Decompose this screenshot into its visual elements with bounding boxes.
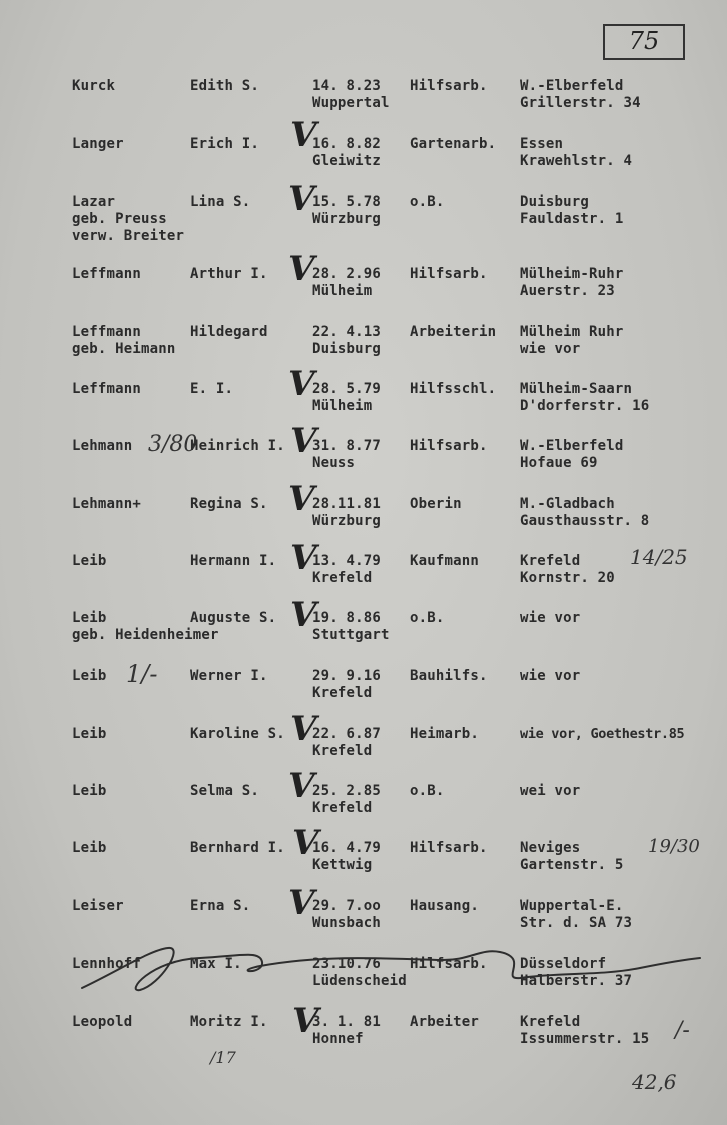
- birth-date: 14. 8.23: [312, 78, 382, 94]
- address-city: Düsseldorf: [520, 956, 607, 972]
- birth-place: Gleiwitz: [312, 153, 382, 169]
- address-city: Mülheim-Saarn: [520, 381, 633, 397]
- address-city: wie vor, Goethestr.85: [520, 726, 685, 742]
- surname: Leffmann: [72, 324, 142, 340]
- birth-date: 16. 4.79: [312, 840, 382, 856]
- first-name: Edith S.: [190, 78, 260, 94]
- surname-note: geb. Heimann: [72, 341, 176, 357]
- list-item: [0, 660, 727, 724]
- surname-note: geb. Heidenheimer: [72, 627, 219, 643]
- list-item: [0, 324, 727, 380]
- handwritten-note: 14/25: [630, 545, 688, 569]
- check-mark-icon: V: [288, 364, 315, 404]
- address-street: Halberstr. 37: [520, 973, 633, 989]
- birth-place: Krefeld: [312, 800, 373, 816]
- first-name: Auguste S.: [190, 610, 277, 626]
- handwritten-note: 42,6: [632, 1070, 677, 1094]
- check-mark-icon: V: [290, 595, 317, 635]
- address-city: wie vor: [520, 610, 581, 626]
- first-name: E. I.: [190, 381, 234, 397]
- surname: Lazar: [72, 194, 116, 210]
- handwritten-note: /17: [210, 1048, 236, 1067]
- check-mark-icon: V: [292, 823, 319, 863]
- surname-note-2: verw. Breiter: [72, 228, 185, 244]
- birth-place: Neuss: [312, 455, 356, 471]
- birth-place: Mülheim: [312, 283, 373, 299]
- first-name: Max I.: [190, 956, 242, 972]
- first-name: Arthur I.: [190, 266, 268, 282]
- first-name: Hildegard: [190, 324, 268, 340]
- list-item: [0, 595, 727, 666]
- birth-date: 13. 4.79: [312, 553, 382, 569]
- surname: Leib: [72, 553, 107, 569]
- occupation: Hilfsarb.: [410, 266, 488, 282]
- occupation: Oberin: [410, 496, 462, 512]
- birth-place: Honnef: [312, 1031, 364, 1047]
- list-item: [0, 538, 727, 609]
- address-street: Fauldastr. 1: [520, 211, 624, 227]
- occupation: Hilfsarb.: [410, 78, 488, 94]
- birth-date: 28. 2.96: [312, 266, 382, 282]
- handwritten-note: /-: [675, 1018, 690, 1043]
- birth-place: Würzburg: [312, 211, 382, 227]
- address-city: Wuppertal-E.: [520, 898, 624, 914]
- check-mark-icon: V: [288, 479, 315, 519]
- address-city: wei vor: [520, 783, 581, 799]
- surname: Lehmann: [72, 438, 133, 454]
- address-street: Kornstr. 20: [520, 570, 615, 586]
- birth-place: Kettwig: [312, 857, 373, 873]
- occupation: Kaufmann: [410, 553, 480, 569]
- address-city: M.-Gladbach: [520, 496, 615, 512]
- list-item: [0, 1001, 727, 1070]
- occupation: Hilfsarb.: [410, 438, 488, 454]
- address-street: Grillerstr. 34: [520, 95, 641, 111]
- handwritten-note: 1/-: [126, 660, 158, 688]
- first-name: Selma S.: [190, 783, 260, 799]
- surname: Langer: [72, 136, 124, 152]
- birth-date: 3. 1. 81: [312, 1014, 382, 1030]
- occupation: Hausang.: [410, 898, 480, 914]
- surname-note: geb. Preuss: [72, 211, 167, 227]
- surname: Leib: [72, 726, 107, 742]
- occupation: Hilfsarb.: [410, 956, 488, 972]
- occupation: Heimarb.: [410, 726, 480, 742]
- address-street: Auerstr. 23: [520, 283, 615, 299]
- first-name: Hermann I.: [190, 553, 277, 569]
- address-street: Krawehlstr. 4: [520, 153, 633, 169]
- birth-place: Stuttgart: [312, 627, 390, 643]
- first-name: Moritz I.: [190, 1014, 268, 1030]
- address-street: D'dorferstr. 16: [520, 398, 650, 414]
- first-name: Lina S.: [190, 194, 251, 210]
- list-item: [0, 421, 727, 494]
- birth-place: Krefeld: [312, 570, 373, 586]
- occupation: Bauhilfs.: [410, 668, 488, 684]
- birth-date: 25. 2.85: [312, 783, 382, 799]
- check-mark-icon: V: [288, 766, 315, 806]
- birth-place: Lüdenscheid: [312, 973, 407, 989]
- check-mark-icon: V: [290, 709, 317, 749]
- birth-place: Würzburg: [312, 513, 382, 529]
- birth-date: 23.10.76: [312, 956, 382, 972]
- list-item: [0, 115, 727, 192]
- address-street: wie vor: [520, 341, 581, 357]
- surname: Leopold: [72, 1014, 133, 1030]
- first-name: Regina S.: [190, 496, 268, 512]
- address-street: Gausthausstr. 8: [520, 513, 650, 529]
- birth-date: 28.11.81: [312, 496, 382, 512]
- first-name: Heinrich I.: [190, 438, 285, 454]
- address-city: W.-Elberfeld: [520, 438, 624, 454]
- address-city: Neviges: [520, 840, 581, 856]
- birth-date: 29. 7.oo: [312, 898, 382, 914]
- occupation: Arbeiter: [410, 1014, 480, 1030]
- address-street: Gartenstr. 5: [520, 857, 624, 873]
- list-item: [0, 823, 727, 896]
- check-mark-icon: V: [288, 883, 315, 923]
- list-item: [0, 956, 727, 1012]
- birth-place: Krefeld: [312, 743, 373, 759]
- handwritten-note: 3/80: [148, 432, 198, 457]
- surname: Leffmann: [72, 381, 142, 397]
- first-name: Erna S.: [190, 898, 251, 914]
- list-item: [0, 709, 727, 782]
- first-name: Karoline S.: [190, 726, 285, 742]
- occupation: Arbeiterin: [410, 324, 497, 340]
- surname: Leib: [72, 783, 107, 799]
- surname: Kurck: [72, 78, 116, 94]
- surname: Leib: [72, 610, 107, 626]
- birth-date: 29. 9.16: [312, 668, 382, 684]
- check-mark-icon: V: [292, 1001, 319, 1041]
- surname: Leiser: [72, 898, 124, 914]
- birth-date: 16. 8.82: [312, 136, 382, 152]
- list-item: [0, 249, 727, 322]
- page-number-box: 75: [603, 24, 685, 60]
- address-city: Mülheim-Ruhr: [520, 266, 624, 282]
- list-item: [0, 364, 727, 437]
- surname: Leffmann: [72, 266, 142, 282]
- birth-date: 19. 8.86: [312, 610, 382, 626]
- occupation: o.B.: [410, 783, 445, 799]
- address-city: Duisburg: [520, 194, 590, 210]
- address-city: Essen: [520, 136, 564, 152]
- address-street: Str. d. SA 73: [520, 915, 633, 931]
- birth-place: Wunsbach: [312, 915, 382, 931]
- list-item: [0, 179, 727, 250]
- check-mark-icon: V: [290, 421, 317, 461]
- occupation: Gartenarb.: [410, 136, 497, 152]
- birth-date: 28. 5.79: [312, 381, 382, 397]
- occupation: Hilfsarb.: [410, 840, 488, 856]
- first-name: Erich I.: [190, 136, 260, 152]
- surname: Lehmann+: [72, 496, 142, 512]
- surname: Leib: [72, 668, 107, 684]
- address-city: Krefeld: [520, 553, 581, 569]
- list-item: [0, 78, 727, 134]
- address-city: Mülheim Ruhr: [520, 324, 624, 340]
- handwritten-note: 19/30: [648, 836, 700, 857]
- birth-place: Wuppertal: [312, 95, 390, 111]
- occupation: Hilfsschl.: [410, 381, 497, 397]
- birth-date: 22. 4.13: [312, 324, 382, 340]
- birth-date: 31. 8.77: [312, 438, 382, 454]
- birth-place: Krefeld: [312, 685, 373, 701]
- address-street: Issummerstr. 15: [520, 1031, 650, 1047]
- check-mark-icon: V: [288, 179, 315, 219]
- birth-place: Duisburg: [312, 341, 382, 357]
- first-name: Bernhard I.: [190, 840, 285, 856]
- address-city: W.-Elberfeld: [520, 78, 624, 94]
- check-mark-icon: V: [290, 115, 317, 155]
- check-mark-icon: V: [290, 538, 317, 578]
- birth-date: 15. 5.78: [312, 194, 382, 210]
- list-item: [0, 883, 727, 954]
- address-street: Hofaue 69: [520, 455, 598, 471]
- first-name: Werner I.: [190, 668, 268, 684]
- list-item: [0, 479, 727, 552]
- birth-date: 22. 6.87: [312, 726, 382, 742]
- occupation: o.B.: [410, 194, 445, 210]
- list-item: [0, 766, 727, 839]
- check-mark-icon: V: [288, 249, 315, 289]
- birth-place: Mülheim: [312, 398, 373, 414]
- occupation: o.B.: [410, 610, 445, 626]
- address-city: wie vor: [520, 668, 581, 684]
- surname: Leib: [72, 840, 107, 856]
- surname: Lennhoff: [72, 956, 142, 972]
- address-city: Krefeld: [520, 1014, 581, 1030]
